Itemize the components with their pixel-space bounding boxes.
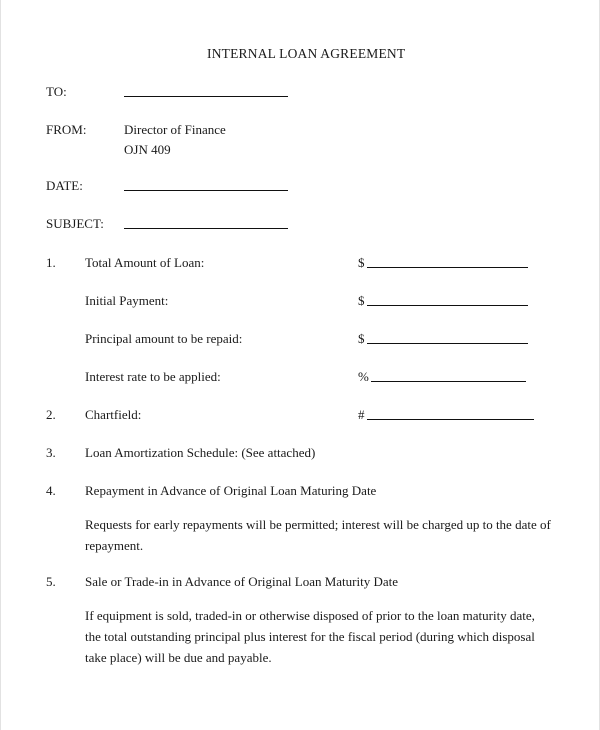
initial-payment-line[interactable] xyxy=(367,305,528,306)
principal-label: Principal amount to be repaid: xyxy=(85,331,243,346)
item-1-label: Total Amount of Loan: xyxy=(85,255,205,270)
item-5-number: 5. xyxy=(46,574,56,589)
item-4-number: 4. xyxy=(46,483,56,498)
hash-symbol: # xyxy=(358,407,365,422)
subject-field-line[interactable] xyxy=(124,228,288,229)
repayment-paragraph-line-1: Requests for early repayments will be permitted; interest will be charged up to the date of xyxy=(85,517,551,532)
sale-paragraph-line-3: take place) will be due and payable. xyxy=(85,650,272,665)
date-field-line[interactable] xyxy=(124,190,288,191)
initial-payment-label: Initial Payment: xyxy=(85,293,169,308)
date-label: DATE: xyxy=(46,178,83,193)
dollar-symbol: $ xyxy=(358,293,365,308)
interest-rate-label: Interest rate to be applied: xyxy=(85,369,221,384)
sale-paragraph-line-1: If equipment is sold, traded-in or otherwise disposed of prior to the loan maturity date, xyxy=(85,608,535,623)
chartfield-label: Chartfield: xyxy=(85,407,142,422)
chartfield-line[interactable] xyxy=(367,419,534,420)
item-3-number: 3. xyxy=(46,445,56,460)
amortization-label: Loan Amortization Schedule: (See attached) xyxy=(85,445,316,460)
to-field-line[interactable] xyxy=(124,96,288,97)
sale-paragraph-line-2: the total outstanding principal plus interest for the fiscal period (during which disposal xyxy=(85,629,535,644)
principal-line[interactable] xyxy=(367,343,528,344)
dollar-symbol: $ xyxy=(358,255,365,270)
percent-symbol: % xyxy=(358,369,369,384)
repayment-paragraph-line-2: repayment. xyxy=(85,538,144,553)
document-title: INTERNAL LOAN AGREEMENT xyxy=(207,46,406,61)
to-label: TO: xyxy=(46,84,67,99)
item-1-number: 1. xyxy=(46,255,56,270)
item-2-number: 2. xyxy=(46,407,56,422)
loan-amount-line[interactable] xyxy=(367,267,528,268)
subject-label: SUBJECT: xyxy=(46,216,104,231)
interest-rate-line[interactable] xyxy=(371,381,526,382)
repayment-heading: Repayment in Advance of Original Loan Maturing Date xyxy=(85,483,377,498)
from-value-line2: OJN 409 xyxy=(124,142,171,157)
dollar-symbol: $ xyxy=(358,331,365,346)
from-value-line1: Director of Finance xyxy=(124,122,226,137)
from-label: FROM: xyxy=(46,122,87,137)
sale-tradein-heading: Sale or Trade-in in Advance of Original Loan Maturity Date xyxy=(85,574,399,589)
